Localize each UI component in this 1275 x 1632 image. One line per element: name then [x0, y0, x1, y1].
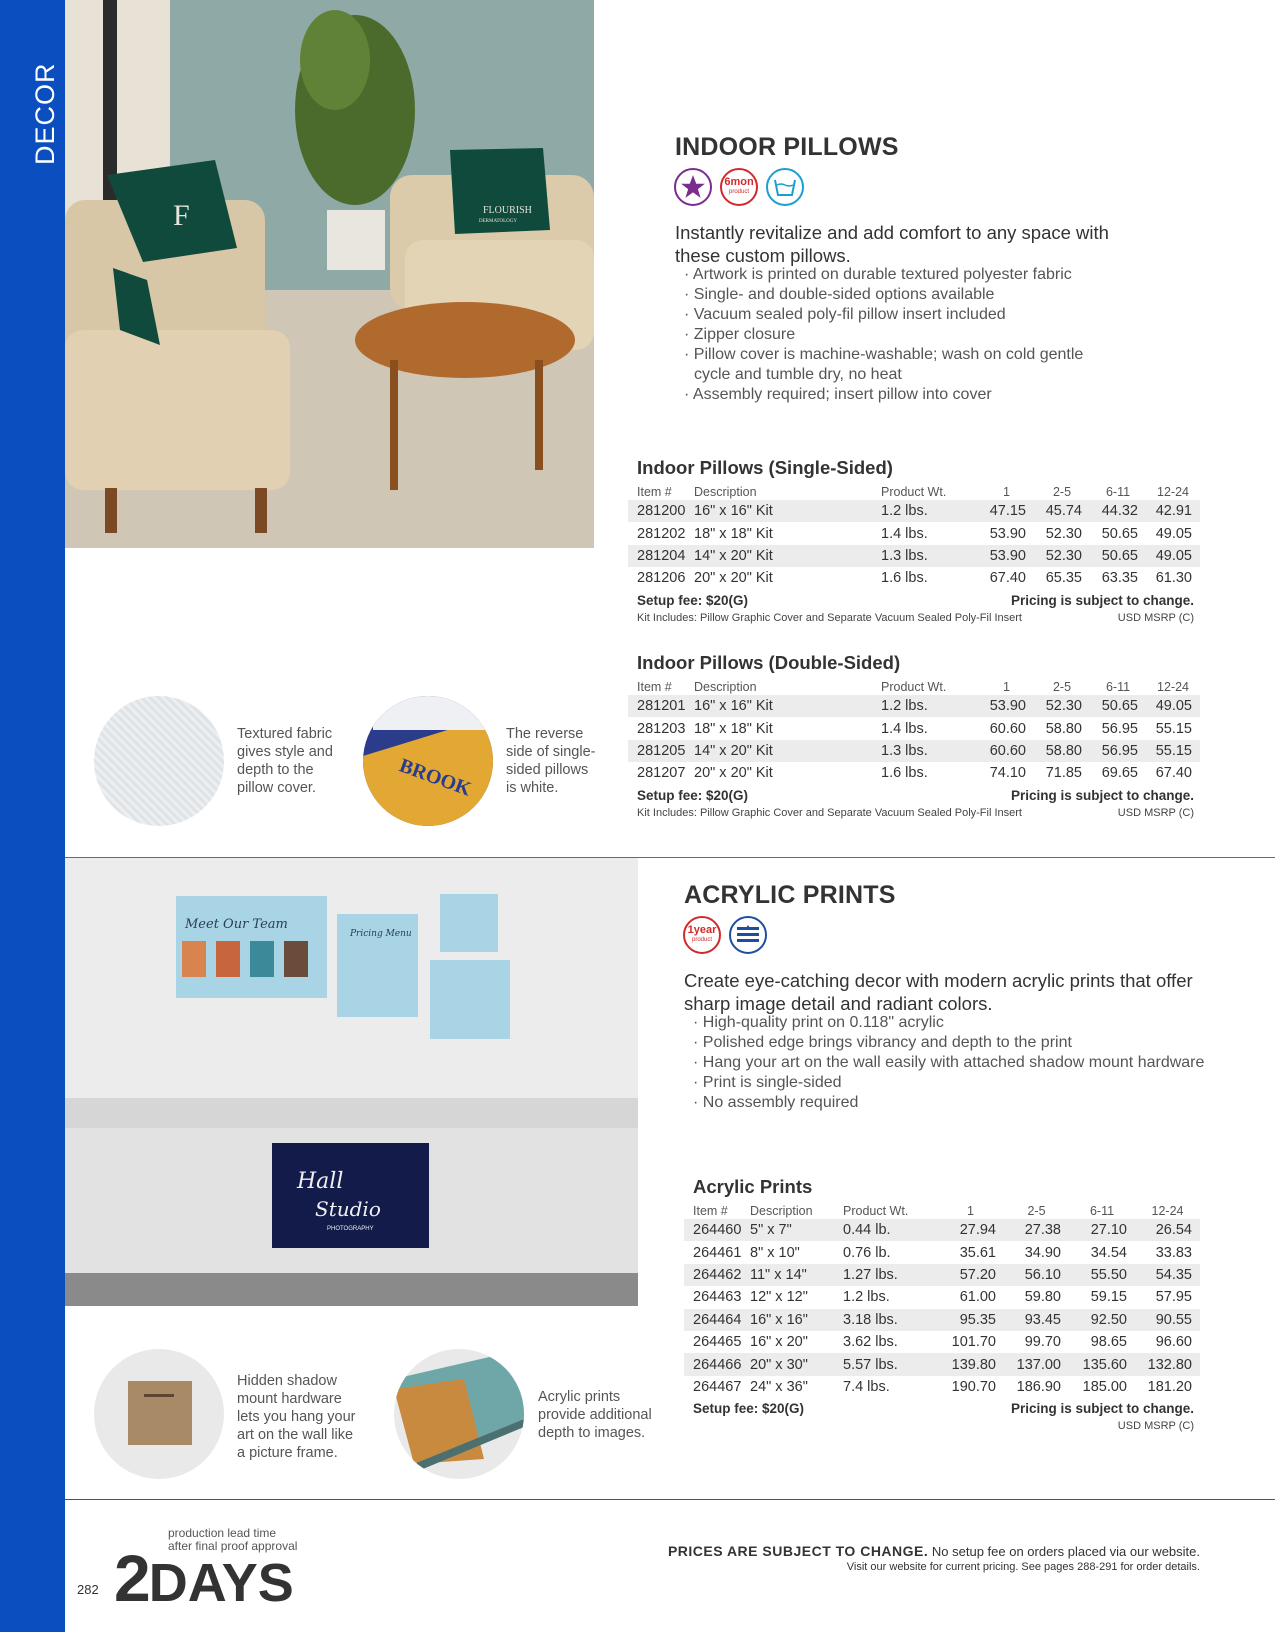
table-row — [684, 1353, 1200, 1375]
price: 55.15 — [1155, 720, 1192, 737]
price: 99.70 — [1024, 1334, 1061, 1351]
currency-note: USD MSRP (C) — [1117, 1420, 1194, 1433]
price: 93.45 — [1004, 1309, 1069, 1331]
feature-item: · High-quality print on 0.118" acrylic — [693, 1013, 1213, 1033]
acrylic-table — [684, 1176, 1200, 1432]
warranty-1year-icon — [683, 916, 721, 954]
item-number: 281201 — [628, 695, 694, 717]
col-header: Product Wt. — [881, 485, 947, 499]
pillows-features — [684, 265, 1104, 405]
price: 49.05 — [1146, 695, 1200, 717]
price: 52.30 — [1045, 525, 1082, 542]
price: 61.30 — [1155, 570, 1192, 587]
weight: 7.4 lbs. — [843, 1378, 890, 1395]
table-footer — [628, 788, 1200, 803]
description: 12" x 12" — [750, 1289, 808, 1306]
lead-time-line: after final proof approval — [168, 1539, 298, 1553]
lead-time-days — [114, 1541, 294, 1616]
col-header: Description — [694, 680, 757, 694]
table-title: Acrylic Prints — [693, 1176, 813, 1197]
description: 5" x 7" — [750, 1219, 843, 1241]
item-number: 281207 — [637, 765, 686, 782]
weight: 3.18 lbs. — [843, 1309, 937, 1331]
weight: 5.57 lbs. — [843, 1353, 937, 1375]
price: 55.50 — [1069, 1264, 1135, 1286]
table-row — [628, 695, 1200, 717]
price: 26.54 — [1135, 1219, 1200, 1241]
price: 52.30 — [1034, 545, 1090, 567]
description: 14" x 20" Kit — [694, 545, 881, 567]
pillows-intro: Instantly revitalize and add comfort to any space with these custom pillows. — [675, 222, 1109, 266]
price: 27.94 — [937, 1219, 1004, 1241]
price-table — [628, 483, 1200, 590]
weight: 1.4 lbs. — [881, 525, 928, 542]
price: 63.35 — [1101, 570, 1138, 587]
weight: 1.6 lbs. — [881, 765, 928, 782]
description: 24" x 36" — [750, 1378, 808, 1395]
setup-fee: Setup fee: $20(G) — [637, 592, 749, 608]
menu-print-title: Pricing Menu — [350, 929, 412, 939]
price: 45.74 — [1034, 500, 1090, 522]
price: 60.60 — [979, 740, 1034, 762]
price: 65.35 — [1045, 570, 1082, 587]
pricing-note: Pricing is subject to change. — [1010, 592, 1194, 608]
table-row — [684, 1376, 1200, 1398]
price: 55.15 — [1146, 740, 1200, 762]
table-row — [684, 1309, 1200, 1331]
days-word: DAYS — [148, 1553, 294, 1613]
price: 42.91 — [1146, 500, 1200, 522]
shadow-mount-image — [94, 1349, 224, 1479]
pillow-logo-subtext: DERMATOLOGY — [479, 219, 517, 224]
col-header: 2-5 — [1027, 1204, 1046, 1218]
table-note — [628, 807, 1200, 819]
price: 69.65 — [1101, 765, 1138, 782]
price: 137.00 — [1004, 1353, 1069, 1375]
price: 52.30 — [1034, 695, 1090, 717]
weight: 1.6 lbs. — [881, 570, 928, 587]
table-row — [684, 1241, 1200, 1263]
footer-divider — [65, 1499, 1275, 1500]
price: 56.10 — [1004, 1264, 1069, 1286]
price: 101.70 — [951, 1334, 996, 1351]
description: 14" x 20" Kit — [694, 740, 881, 762]
price: 27.38 — [1004, 1219, 1069, 1241]
price: 54.35 — [1135, 1264, 1200, 1286]
description: 18" x 18" Kit — [694, 525, 773, 542]
col-header: 6-11 — [1089, 1204, 1115, 1218]
price: 59.80 — [1024, 1289, 1061, 1306]
price: 50.65 — [1101, 525, 1138, 542]
table-row — [684, 1264, 1200, 1286]
price: 135.60 — [1069, 1353, 1135, 1375]
acrylic-intro: Create eye-catching decor with modern acrylic prints that offer sharp image detail and radiant colors. — [684, 970, 1193, 1014]
currency-note: USD MSRP (C) — [1117, 806, 1194, 819]
col-header: 1 — [967, 1204, 974, 1218]
price: 56.95 — [1101, 720, 1138, 737]
description: 8" x 10" — [750, 1244, 800, 1261]
acrylic-edge-image — [394, 1349, 524, 1479]
col-header: 2-5 — [1052, 680, 1072, 694]
description: 20" x 20" Kit — [694, 765, 773, 782]
studio-sign-line1: Hall — [297, 1169, 344, 1194]
price: 74.10 — [989, 765, 1026, 782]
description: 16" x 16" Kit — [694, 500, 881, 522]
table-row — [684, 1219, 1200, 1241]
description: 20" x 30" — [750, 1353, 843, 1375]
table-row — [628, 545, 1200, 567]
table-row — [628, 762, 1200, 784]
weight: 1.3 lbs. — [881, 545, 979, 567]
price: 60.60 — [989, 720, 1026, 737]
weight: 0.44 lb. — [843, 1219, 937, 1241]
badge-subtext: product — [691, 937, 712, 943]
description: 20" x 20" Kit — [694, 570, 773, 587]
table-title: Indoor Pillows (Single-Sided) — [637, 457, 893, 478]
table-note — [628, 612, 1200, 624]
description: 16" x 20" — [750, 1334, 808, 1351]
col-header: 6-11 — [1105, 485, 1131, 499]
pillow-logo-text: FLOURISH — [483, 205, 532, 216]
acrylic-badges — [683, 916, 767, 954]
price: 27.10 — [1069, 1219, 1135, 1241]
studio-sign-line3: PHOTOGRAPHY — [327, 1226, 374, 1232]
prices-subtext: Visit our website for current pricing. See pages 288-291 for order details. — [846, 1561, 1200, 1573]
weight: 1.2 lbs. — [843, 1289, 890, 1306]
price: 50.65 — [1090, 545, 1146, 567]
depth-caption: Acrylic prints provide additional depth to images. — [538, 1389, 652, 1441]
pricing-note: Pricing is subject to change. — [1010, 1401, 1194, 1417]
table-row — [628, 500, 1200, 522]
price: 50.65 — [1090, 695, 1146, 717]
price: 95.35 — [937, 1309, 1004, 1331]
item-number: 264462 — [684, 1264, 750, 1286]
price: 67.40 — [1155, 765, 1192, 782]
weight: 1.27 lbs. — [843, 1264, 937, 1286]
flag-icon — [729, 916, 767, 954]
price: 186.90 — [1016, 1378, 1061, 1395]
col-header: 12-24 — [1157, 485, 1189, 499]
col-header: Item # — [637, 680, 672, 694]
pricing-note: Pricing is subject to change. — [1010, 787, 1194, 803]
team-print-title: Meet Our Team — [185, 917, 288, 932]
price: 58.80 — [1045, 720, 1082, 737]
badge-subtext: product — [728, 189, 749, 195]
feature-item: · Hang your art on the wall easily with attached shadow mount hardware — [693, 1053, 1213, 1073]
price: 67.40 — [989, 570, 1026, 587]
pillows-title: INDOOR PILLOWS — [675, 133, 899, 161]
col-header: 12-24 — [1151, 1204, 1184, 1218]
days-number: 2 — [114, 1541, 149, 1615]
fabric-caption: Textured fabric gives style and depth to the pillow cover. — [237, 726, 333, 796]
col-header: Description — [750, 1204, 813, 1218]
feature-item: · Zipper closure — [684, 325, 1104, 345]
pillows-badges — [674, 168, 804, 206]
setup-fee: Setup fee: $20(G) — [693, 1401, 805, 1417]
price: 59.15 — [1090, 1289, 1127, 1306]
single-sided-table — [628, 457, 1200, 624]
description: 16" x 16" — [750, 1309, 843, 1331]
col-header: 12-24 — [1157, 680, 1189, 694]
item-number: 264463 — [693, 1289, 742, 1306]
svg-text:BROOK: BROOK — [396, 754, 474, 801]
table-note — [684, 1420, 1200, 1432]
item-number: 264461 — [693, 1244, 742, 1261]
section-label: DECOR — [30, 62, 60, 165]
price: 33.83 — [1155, 1244, 1192, 1261]
fabric-texture-image — [94, 696, 224, 826]
star-icon — [674, 168, 712, 206]
price: 49.05 — [1146, 545, 1200, 567]
item-number: 281206 — [637, 570, 686, 587]
item-number: 264466 — [684, 1353, 750, 1375]
table-footer — [684, 1401, 1200, 1416]
item-number: 281200 — [628, 500, 694, 522]
feature-item: · Artwork is printed on durable textured polyester fabric — [684, 265, 1104, 285]
col-header: 1 — [1003, 485, 1010, 499]
page-number: 282 — [77, 1582, 99, 1597]
weight: 1.3 lbs. — [881, 740, 979, 762]
kit-note: Kit Includes: Pillow Graphic Cover and Separate Vacuum Sealed Poly-Fil Insert — [637, 806, 1022, 819]
feature-item: · Vacuum sealed poly-fil pillow insert included — [684, 305, 1104, 325]
table-title: Indoor Pillows (Double-Sided) — [637, 652, 901, 673]
price: 61.00 — [959, 1289, 996, 1306]
weight: 0.76 lb. — [843, 1244, 891, 1261]
table-header-row — [628, 483, 1200, 500]
price: 190.70 — [951, 1378, 996, 1395]
price-table — [628, 678, 1200, 785]
price: 185.00 — [1082, 1378, 1127, 1395]
item-number: 281203 — [637, 720, 686, 737]
acrylic-title: ACRYLIC PRINTS — [684, 881, 896, 909]
svg-text:F: F — [173, 199, 190, 232]
price: 71.85 — [1045, 765, 1082, 782]
price: 92.50 — [1069, 1309, 1135, 1331]
col-header: Item # — [693, 1204, 728, 1218]
lead-time-line: production lead time — [168, 1526, 277, 1540]
weight: 1.2 lbs. — [881, 500, 979, 522]
table-row — [628, 740, 1200, 762]
price: 181.20 — [1147, 1378, 1192, 1395]
price: 53.90 — [979, 545, 1034, 567]
item-number: 264467 — [693, 1378, 742, 1395]
decor-sidebar — [0, 0, 65, 1632]
description: 16" x 16" Kit — [694, 695, 881, 717]
col-header: 1 — [1003, 680, 1010, 694]
item-number: 281202 — [637, 525, 686, 542]
price: 35.61 — [959, 1244, 996, 1261]
prices-bold: PRICES ARE SUBJECT TO CHANGE. — [667, 1543, 929, 1559]
price: 53.90 — [979, 695, 1034, 717]
feature-item: · Pillow cover is machine-washable; wash on cold gentle cycle and tumble dry, no heat — [684, 345, 1104, 385]
price: 34.90 — [1024, 1244, 1061, 1261]
price-table — [684, 1202, 1200, 1398]
price: 98.65 — [1090, 1334, 1127, 1351]
warranty-6mon-icon — [720, 168, 758, 206]
feature-item: · Single- and double-sided options available — [684, 285, 1104, 305]
description: 11" x 14" — [750, 1264, 843, 1286]
col-header: Product Wt. — [843, 1204, 909, 1218]
item-number: 281204 — [628, 545, 694, 567]
pillow-reverse-image — [363, 696, 493, 826]
feature-item: · Polished edge brings vibrancy and depth to the print — [693, 1033, 1213, 1053]
price: 44.32 — [1090, 500, 1146, 522]
price: 57.95 — [1155, 1289, 1192, 1306]
table-header-row — [628, 678, 1200, 695]
col-header: Item # — [637, 485, 672, 499]
currency-note: USD MSRP (C) — [1117, 611, 1194, 624]
weight: 1.4 lbs. — [881, 720, 928, 737]
description: 18" x 18" Kit — [694, 720, 773, 737]
table-row — [684, 1286, 1200, 1308]
price: 56.95 — [1090, 740, 1146, 762]
price: 47.15 — [979, 500, 1034, 522]
double-sided-table — [628, 652, 1200, 819]
feature-item: · Print is single-sided — [693, 1073, 1213, 1093]
item-number: 281205 — [628, 740, 694, 762]
item-number: 264460 — [684, 1219, 750, 1241]
acrylic-lifestyle-photo — [65, 858, 638, 1306]
washable-icon — [766, 168, 804, 206]
price: 49.05 — [1155, 525, 1192, 542]
item-number: 264464 — [684, 1309, 750, 1331]
pillow-lifestyle-photo — [65, 0, 594, 548]
weight: 1.2 lbs. — [881, 695, 979, 717]
price: 96.60 — [1155, 1334, 1192, 1351]
table-row — [628, 717, 1200, 739]
badge-text: 6mon — [724, 176, 754, 188]
table-row — [628, 567, 1200, 589]
acrylic-features — [693, 1013, 1213, 1113]
table-footer — [628, 593, 1200, 608]
setup-fee: Setup fee: $20(G) — [637, 787, 749, 803]
feature-item: · No assembly required — [693, 1093, 1213, 1113]
price: 53.90 — [989, 525, 1026, 542]
badge-text: 1year — [687, 924, 717, 936]
item-number: 264465 — [693, 1334, 742, 1351]
price: 57.20 — [937, 1264, 1004, 1286]
feature-item: · Assembly required; insert pillow into cover — [684, 385, 1104, 405]
price: 58.80 — [1034, 740, 1090, 762]
price: 132.80 — [1135, 1353, 1200, 1375]
price: 139.80 — [937, 1353, 1004, 1375]
prices-text: No setup fee on orders placed via our website. — [928, 1544, 1200, 1559]
col-header: 6-11 — [1105, 680, 1131, 694]
price: 90.55 — [1135, 1309, 1200, 1331]
col-header: Description — [694, 485, 757, 499]
col-header: 2-5 — [1052, 485, 1072, 499]
kit-note: Kit Includes: Pillow Graphic Cover and Separate Vacuum Sealed Poly-Fil Insert — [637, 611, 1022, 624]
table-header-row — [684, 1202, 1200, 1219]
table-row — [684, 1331, 1200, 1353]
price: 34.54 — [1090, 1244, 1127, 1261]
studio-sign-line2: Studio — [315, 1197, 381, 1221]
reverse-caption: The reverse side of single-sided pillows is white. — [506, 726, 596, 796]
table-row — [628, 522, 1200, 544]
weight: 3.62 lbs. — [843, 1334, 898, 1351]
hardware-caption: Hidden shadow mount hardware lets you hang your art on the wall like a picture frame. — [237, 1373, 356, 1461]
prices-note — [668, 1543, 1200, 1573]
col-header: Product Wt. — [881, 680, 947, 694]
